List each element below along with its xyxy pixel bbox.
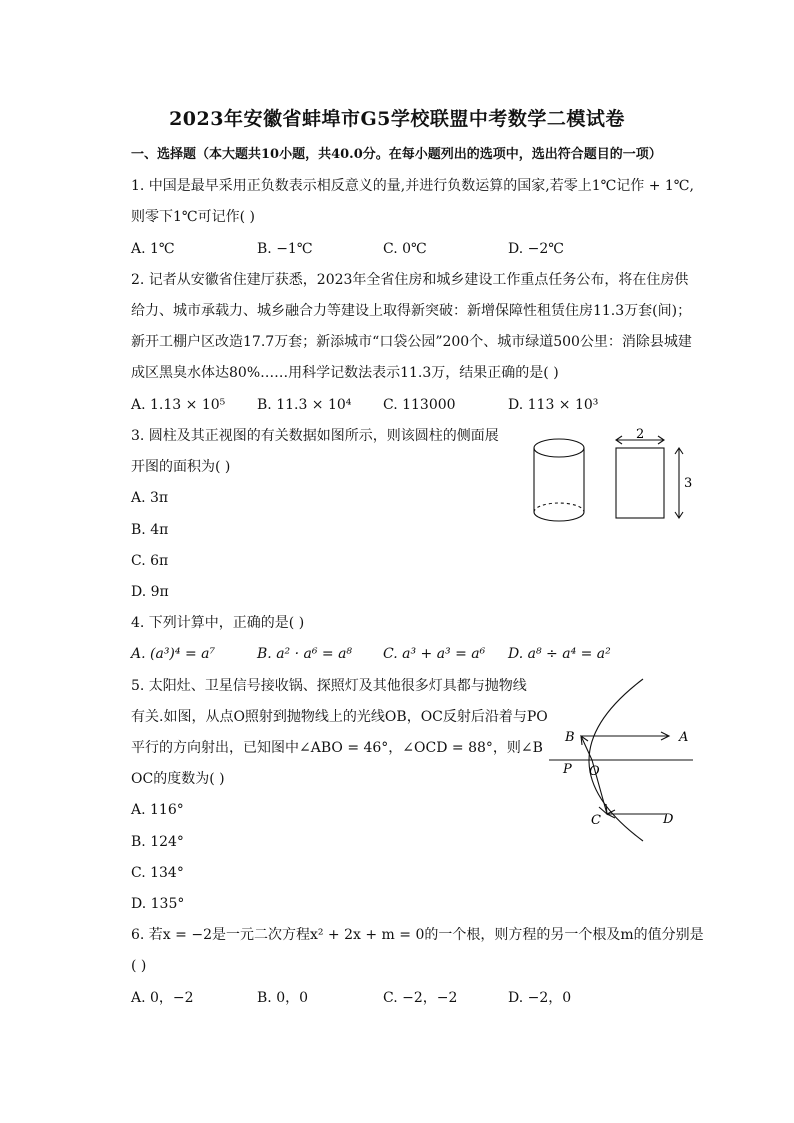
q2-option-c: C. 113000 — [383, 397, 456, 413]
q5-text-line2: 有关.如图，从点O照射到抛物线上的光线OB，OC反射后沿着与PO — [131, 709, 548, 725]
q4-option-d: D. a⁸ ÷ a⁴ = a² — [508, 646, 611, 662]
q3-text-line1: 3. 圆柱及其正视图的有关数据如图所示，则该圆柱的侧面展 — [131, 428, 499, 444]
cylinder-drawing — [534, 439, 584, 521]
q3-text-line2: 开图的面积为( ) — [131, 459, 231, 475]
q5-option-d: D. 135° — [131, 896, 185, 912]
point-b-label: B — [565, 730, 575, 745]
point-d-label: D — [663, 812, 674, 827]
page-title: 2023年安徽省蚌埠市G5学校联盟中考数学二模试卷 — [169, 108, 625, 130]
section-heading: 一、选择题（本大题共10小题，共40.0分。在每小题列出的选项中，选出符合题目的一项） — [131, 147, 662, 162]
q1-option-a: A. 1℃ — [131, 241, 175, 257]
q4-text-line1: 4. 下列计算中，正确的是( ) — [131, 615, 305, 631]
q3-option-a: A. 3π — [131, 490, 169, 506]
q2-text-line4: 成区黑臭水体达80%……用科学记数法表示11.3万，结果正确的是( ) — [131, 365, 559, 381]
q1-option-b: B. −1℃ — [257, 241, 313, 257]
q3-option-c: C. 6π — [131, 553, 169, 569]
q2-text-line2: 给力、城市承载力、城乡融合力等建设上取得新突破：新增保障性租赁住房11.3万套(间)； — [131, 303, 692, 319]
q1-text-line1: 1. 中国是最早采用正负数表示相反意义的量,并进行负数运算的国家,若零上1℃记作 + 1℃, — [131, 178, 694, 194]
q2-option-b: B. 11.3 × 10⁴ — [257, 397, 352, 413]
q5-text-line1: 5. 太阳灶、卫星信号接收锅、探照灯及其他很多灯具都与抛物线 — [131, 678, 527, 694]
point-c-label: C — [591, 813, 601, 828]
q2-text-line3: 新开工棚户区改造17.7万套；新添城市“口袋公园”200个、城市绿道500公里：消除县城建 — [131, 334, 692, 350]
front-view-height-label: 3 — [684, 476, 693, 491]
q4-option-a: A. (a³)⁴ = a⁷ — [131, 646, 216, 662]
q3-option-b: B. 4π — [131, 522, 169, 538]
point-p-label: P — [563, 762, 572, 777]
q5-figure — [545, 675, 705, 845]
q6-text-line1: 6. 若x = −2是一元二次方程x² + 2x + m = 0的一个根，则方程的另一个根及m的值分别是 — [131, 927, 704, 943]
front-view-drawing — [616, 436, 683, 518]
q2-option-a: A. 1.13 × 10⁵ — [131, 397, 226, 413]
q6-option-a: A. 0，−2 — [131, 990, 194, 1006]
q6-text-line2: ( ) — [131, 958, 147, 974]
q4-option-c: C. a³ + a³ = a⁶ — [383, 646, 486, 662]
q6-option-d: D. −2，0 — [508, 990, 572, 1006]
q5-text-line3: 平行的方向射出，已知图中∠ABO = 46°，∠OCD = 88°，则∠B — [131, 740, 543, 756]
q1-text-line2: 则零下1℃可记作( ) — [131, 209, 255, 225]
q5-option-c: C. 134° — [131, 865, 184, 881]
q3-option-d: D. 9π — [131, 584, 169, 600]
q3-figure — [525, 426, 700, 528]
point-o-label: O — [589, 764, 600, 779]
q1-option-c: C. 0℃ — [383, 241, 427, 257]
q6-option-c: C. −2，−2 — [383, 990, 458, 1006]
q1-option-d: D. −2℃ — [508, 241, 564, 257]
point-a-label: A — [679, 730, 689, 745]
q5-text-line4: OC的度数为( ) — [131, 771, 225, 787]
q5-option-b: B. 124° — [131, 834, 184, 850]
q6-option-b: B. 0，0 — [257, 990, 309, 1006]
q5-option-a: A. 116° — [131, 802, 184, 818]
front-view-width-label: 2 — [636, 427, 645, 442]
q2-option-d: D. 113 × 10³ — [508, 397, 599, 413]
q2-text-line1: 2. 记者从安徽省住建厅获悉，2023年全省住房和城乡建设工作重点任务公布，将在住房供 — [131, 272, 689, 288]
q4-option-b: B. a² · a⁶ = a⁸ — [257, 646, 353, 662]
